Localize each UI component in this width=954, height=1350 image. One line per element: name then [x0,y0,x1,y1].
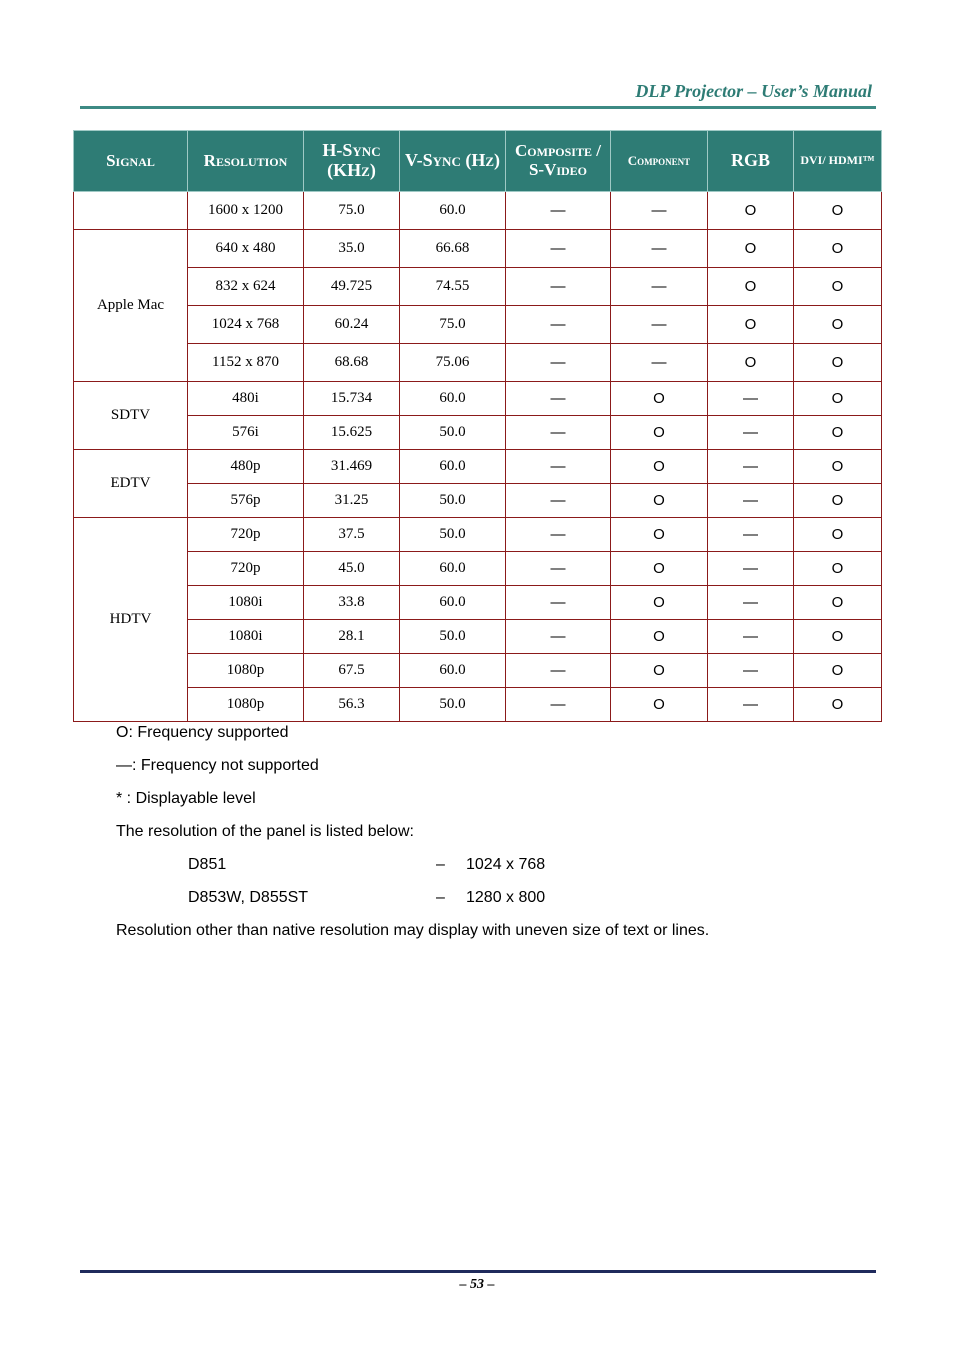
resolution-cell: 1080p [188,654,304,688]
vsync-cell: 60.0 [400,552,506,586]
component-cell: — [611,268,708,306]
column-header-component: Component [611,131,708,192]
dvi-cell: O [794,484,882,518]
model-dash: – [436,856,445,873]
component-cell: O [611,484,708,518]
component-cell: O [611,552,708,586]
rgb-cell: — [708,586,794,620]
dvi-cell: O [794,192,882,230]
table-row [74,620,882,654]
vsync-cell: 60.0 [400,450,506,484]
table-row [74,450,882,484]
vsync-cell: 60.0 [400,192,506,230]
rgb-cell: O [708,344,794,382]
vsync-cell: 50.0 [400,688,506,722]
composite-cell: — [506,654,611,688]
composite-cell: — [506,230,611,268]
table-row [74,518,882,552]
resolution-cell: 832 x 624 [188,268,304,306]
composite-cell: — [506,518,611,552]
composite-cell: — [506,552,611,586]
table-row [74,654,882,688]
table-row [74,306,882,344]
rgb-cell: — [708,382,794,416]
dvi-cell: O [794,688,882,722]
dvi-cell: O [794,382,882,416]
resolution-cell: 1080p [188,688,304,722]
dvi-cell: O [794,268,882,306]
dvi-cell: O [794,230,882,268]
signal-compatibility-table [73,130,882,722]
rgb-cell: O [708,306,794,344]
header-divider [80,106,876,109]
table-row [74,382,882,416]
signal-cell [74,192,188,230]
table-row [74,268,882,306]
component-cell: O [611,586,708,620]
hsync-cell: 68.68 [304,344,400,382]
composite-cell: — [506,620,611,654]
legend-not-supported: —: Frequency not supported [116,757,319,774]
resolution-cell: 1080i [188,586,304,620]
composite-cell: — [506,192,611,230]
model-resolution: 1024 x 768 [466,856,546,873]
column-header-signal: Signal [74,131,188,192]
dvi-cell: O [794,518,882,552]
vsync-cell: 74.55 [400,268,506,306]
model-name: D851 [188,856,227,873]
hsync-cell: 15.625 [304,416,400,450]
composite-cell: — [506,344,611,382]
table-row [74,230,882,268]
vsync-cell: 50.0 [400,518,506,552]
dvi-cell: O [794,654,882,688]
resolution-cell: 480i [188,382,304,416]
hsync-cell: 33.8 [304,586,400,620]
composite-cell: — [506,586,611,620]
vsync-cell: 50.0 [400,416,506,450]
rgb-cell: O [708,268,794,306]
vsync-cell: 60.0 [400,586,506,620]
component-cell: O [611,654,708,688]
signal-group-edtv: EDTV [74,450,188,518]
resolution-cell: 720p [188,552,304,586]
component-cell: O [611,382,708,416]
table-row [74,586,882,620]
table-row [74,484,882,518]
dvi-cell: O [794,586,882,620]
column-header-resolution: Resolution [188,131,304,192]
resolution-note: Resolution other than native resolution may display with uneven size of text or lines. [116,922,710,939]
rgb-cell: — [708,484,794,518]
component-cell: O [611,518,708,552]
table-row [74,552,882,586]
hsync-cell: 49.725 [304,268,400,306]
table-header-row [74,131,882,192]
rgb-cell: — [708,416,794,450]
vsync-cell: 66.68 [400,230,506,268]
dvi-cell: O [794,552,882,586]
dvi-cell: O [794,450,882,484]
manual-title: DLP Projector – User’s Manual [635,81,872,101]
composite-cell: — [506,450,611,484]
rgb-cell: — [708,552,794,586]
model-row [116,887,709,920]
component-cell: — [611,230,708,268]
hsync-cell: 60.24 [304,306,400,344]
table-row [74,416,882,450]
column-header-composite: Composite / S-Video [506,131,611,192]
dvi-cell: O [794,416,882,450]
resolution-cell: 1024 x 768 [188,306,304,344]
composite-cell: — [506,306,611,344]
model-resolution: 1280 x 800 [466,889,546,906]
composite-cell: — [506,484,611,518]
model-row [116,854,709,887]
model-dash: – [436,889,445,906]
rgb-cell: — [708,518,794,552]
signal-group-apple-mac: Apple Mac [74,230,188,382]
dvi-cell: O [794,344,882,382]
rgb-cell: — [708,620,794,654]
hsync-cell: 31.25 [304,484,400,518]
rgb-cell: — [708,654,794,688]
legend-supported: O: Frequency supported [116,724,289,741]
resolution-cell: 720p [188,518,304,552]
signal-group-hdtv: HDTV [74,518,188,722]
vsync-cell: 50.0 [400,620,506,654]
vsync-cell: 50.0 [400,484,506,518]
vsync-cell: 75.06 [400,344,506,382]
footer-divider [80,1270,876,1273]
hsync-cell: 28.1 [304,620,400,654]
vsync-cell: 60.0 [400,382,506,416]
component-cell: O [611,620,708,654]
component-cell: O [611,688,708,722]
signal-group-sdtv: SDTV [74,382,188,450]
composite-cell: — [506,268,611,306]
hsync-cell: 31.469 [304,450,400,484]
resolution-cell: 1080i [188,620,304,654]
column-header-vsync: V-Sync (Hz) [400,131,506,192]
hsync-cell: 15.734 [304,382,400,416]
hsync-cell: 37.5 [304,518,400,552]
composite-cell: — [506,416,611,450]
resolution-cell: 1600 x 1200 [188,192,304,230]
page-number: – 53 – [459,1277,495,1292]
composite-cell: — [506,382,611,416]
notes-section [116,722,709,953]
table-row [74,192,882,230]
model-name: D853W, D855ST [188,889,309,906]
component-cell: — [611,344,708,382]
component-cell: O [611,416,708,450]
composite-cell: — [506,688,611,722]
resolution-cell: 640 x 480 [188,230,304,268]
hsync-cell: 35.0 [304,230,400,268]
table-row [74,344,882,382]
component-cell: — [611,306,708,344]
dvi-cell: O [794,306,882,344]
panel-resolution-intro: The resolution of the panel is listed below: [116,823,414,840]
component-cell: — [611,192,708,230]
column-header-rgb: RGB [708,131,794,192]
resolution-cell: 576p [188,484,304,518]
rgb-cell: — [708,688,794,722]
resolution-cell: 1152 x 870 [188,344,304,382]
resolution-cell: 576i [188,416,304,450]
column-header-hsync: H-Sync (KHz) [304,131,400,192]
vsync-cell: 60.0 [400,654,506,688]
hsync-cell: 67.5 [304,654,400,688]
legend-displayable: * : Displayable level [116,790,256,807]
resolution-cell: 480p [188,450,304,484]
hsync-cell: 75.0 [304,192,400,230]
table-row [74,688,882,722]
rgb-cell: O [708,192,794,230]
dvi-cell: O [794,620,882,654]
component-cell: O [611,450,708,484]
rgb-cell: O [708,230,794,268]
column-header-dvi-hdmi: DVI/ HDMI™ [794,131,882,192]
hsync-cell: 56.3 [304,688,400,722]
hsync-cell: 45.0 [304,552,400,586]
rgb-cell: — [708,450,794,484]
vsync-cell: 75.0 [400,306,506,344]
